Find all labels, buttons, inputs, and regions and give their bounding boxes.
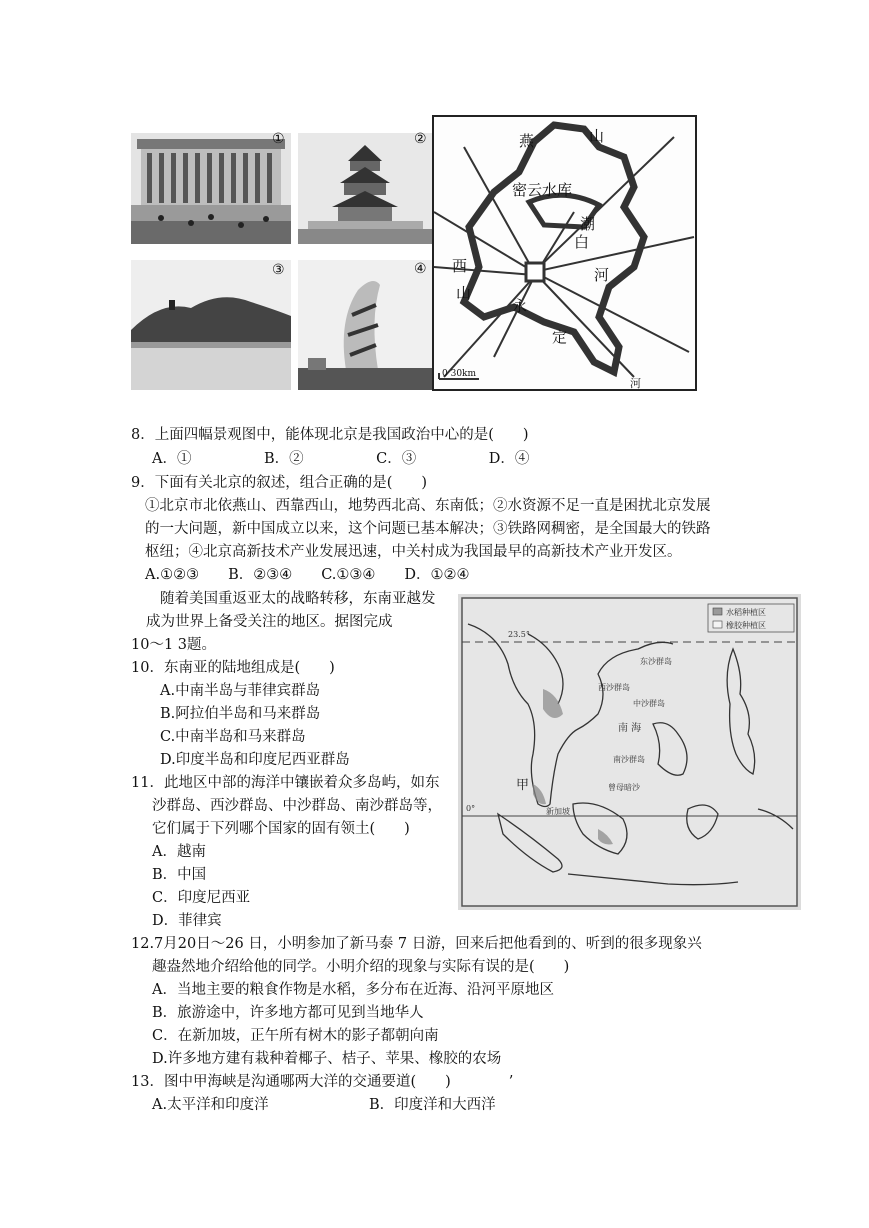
label-tropic: 23.5° <box>508 630 530 639</box>
question-12-option-a: A．当地主要的粮食作物是水稻，多分布在近海、沿河平原地区 <box>152 982 554 998</box>
photo-number-1: ① <box>272 131 285 147</box>
question-12-option-c: C．在新加坡，正午所有树木的影子都朝向南 <box>152 1028 439 1044</box>
intro-line-2: 成为世界上备受关注的地区。据图完成 <box>146 614 393 630</box>
southeast-asia-map <box>458 594 801 910</box>
label-zengmu: 曾母暗沙 <box>608 783 640 792</box>
question-11-line-1: 11．此地区中部的海洋中镶嵌着众多岛屿，如东 <box>131 775 440 791</box>
map-label-yong: 永 <box>512 297 528 315</box>
question-9-line-1: ①北京市北依燕山、西靠西山，地势西北高、东南低；②水资源不足一直是困扰北京发展 <box>145 498 711 514</box>
map-label-bai: 白 <box>574 233 590 251</box>
photo-number-4: ④ <box>414 261 427 277</box>
legend-rubber: 橡胶种植区 <box>726 621 766 630</box>
question-10-option-d: D.印度半岛和印度尼西亚群岛 <box>160 752 350 768</box>
question-13-option-b: B．印度洋和大西洋 <box>369 1097 496 1113</box>
photo-number-2: ② <box>414 131 427 147</box>
question-12-option-b: B．旅游途中，许多地方都可见到当地华人 <box>152 1005 424 1021</box>
question-8-options: A．① B．② C．③ D．④ <box>152 451 530 467</box>
question-11-option-d: D．菲律宾 <box>152 913 222 929</box>
photo-summer-palace <box>131 260 291 390</box>
photo-great-hall <box>131 133 291 244</box>
question-11-option-b: B．中国 <box>152 867 207 883</box>
question-9-options: A.①②③ B．②③④ C.①③④ D．①②④ <box>145 567 470 583</box>
map-label-chao: 潮 <box>580 215 596 233</box>
question-8: 8．上面四幅景观图中，能体现北京是我国政治中心的是( ) <box>131 427 529 443</box>
label-zhongsha: 中沙群岛 <box>633 699 665 708</box>
label-dongsha: 东沙群岛 <box>640 657 672 666</box>
beijing-map <box>432 115 697 391</box>
map-label-shan-top: 山 <box>589 127 605 145</box>
map-label-shan-left: 山 <box>456 284 472 302</box>
question-9-line-3: 枢纽；④北京高新技术产业发展迅速，中关村成为我国最早的高新技术产业开发区。 <box>145 544 682 560</box>
label-south-sea: 南 海 <box>618 723 642 734</box>
question-10-option-c: C.中南半岛和马来群岛 <box>160 729 306 745</box>
question-13: 13．图中甲海峡是沟通哪两大洋的交通要道( ) ’ <box>131 1074 514 1090</box>
question-11-option-c: C．印度尼西亚 <box>152 890 251 906</box>
photo-number-3: ③ <box>272 262 285 278</box>
map-scale: 0 30km <box>442 369 477 379</box>
question-11-option-a: A．越南 <box>152 844 206 860</box>
question-10-option-b: B.阿拉伯半岛和马来群岛 <box>160 706 321 722</box>
map-label-xi: 西 <box>452 257 468 275</box>
label-nansha: 南沙群岛 <box>613 755 645 764</box>
question-11-line-3: 它们属于下列哪个国家的固有领土( ) <box>152 821 410 837</box>
question-9: 9．下面有关北京的叙述，组合正确的是( ) <box>131 475 428 491</box>
map-label-ding: 定 <box>552 328 568 346</box>
question-12-line-1: 12.7月20日～26 日，小明参加了新马泰 7 日游，回来后把他看到的、听到的很多现象兴 <box>131 936 702 952</box>
map-label-he-bottom: 河 <box>630 377 641 390</box>
legend-rice: 水稻种植区 <box>726 608 766 617</box>
question-10: 10．东南亚的陆地组成是( ) <box>131 660 335 676</box>
question-12-option-d: D.许多地方建有栽种着椰子、桔子、苹果、橡胶的农场 <box>152 1051 502 1067</box>
photo-olympic-torch <box>298 260 433 390</box>
question-13-option-a: A.太平洋和印度洋 <box>152 1097 269 1113</box>
map-label-yan: 燕 <box>519 132 535 150</box>
question-12-line-2: 趣盎然地介绍给他的同学。小明介绍的现象与实际有误的是( ) <box>152 959 570 975</box>
label-xisha: 西沙群岛 <box>598 683 630 692</box>
label-singapore: 新加坡 <box>546 807 570 816</box>
photo-temple-of-heaven <box>298 133 433 244</box>
intro-line-3: 10～1 3题。 <box>131 637 217 653</box>
question-9-line-2: 的一大问题，新中国成立以来，这个问题已基本解决；③铁路网稠密，是全国最大的铁路 <box>145 521 711 537</box>
label-jia-strait: 甲 <box>516 778 530 793</box>
question-11-line-2: 沙群岛、西沙群岛、中沙群岛、南沙群岛等， <box>152 798 442 814</box>
question-10-option-a: A.中南半岛与菲律宾群岛 <box>160 683 321 699</box>
map-label-miyun-reservoir: 密云水库 <box>512 181 573 199</box>
intro-line-1: 随着美国重返亚太的战略转移，东南亚越发 <box>160 591 436 607</box>
map-label-he-right: 河 <box>594 266 610 284</box>
label-equator: 0° <box>466 804 476 813</box>
